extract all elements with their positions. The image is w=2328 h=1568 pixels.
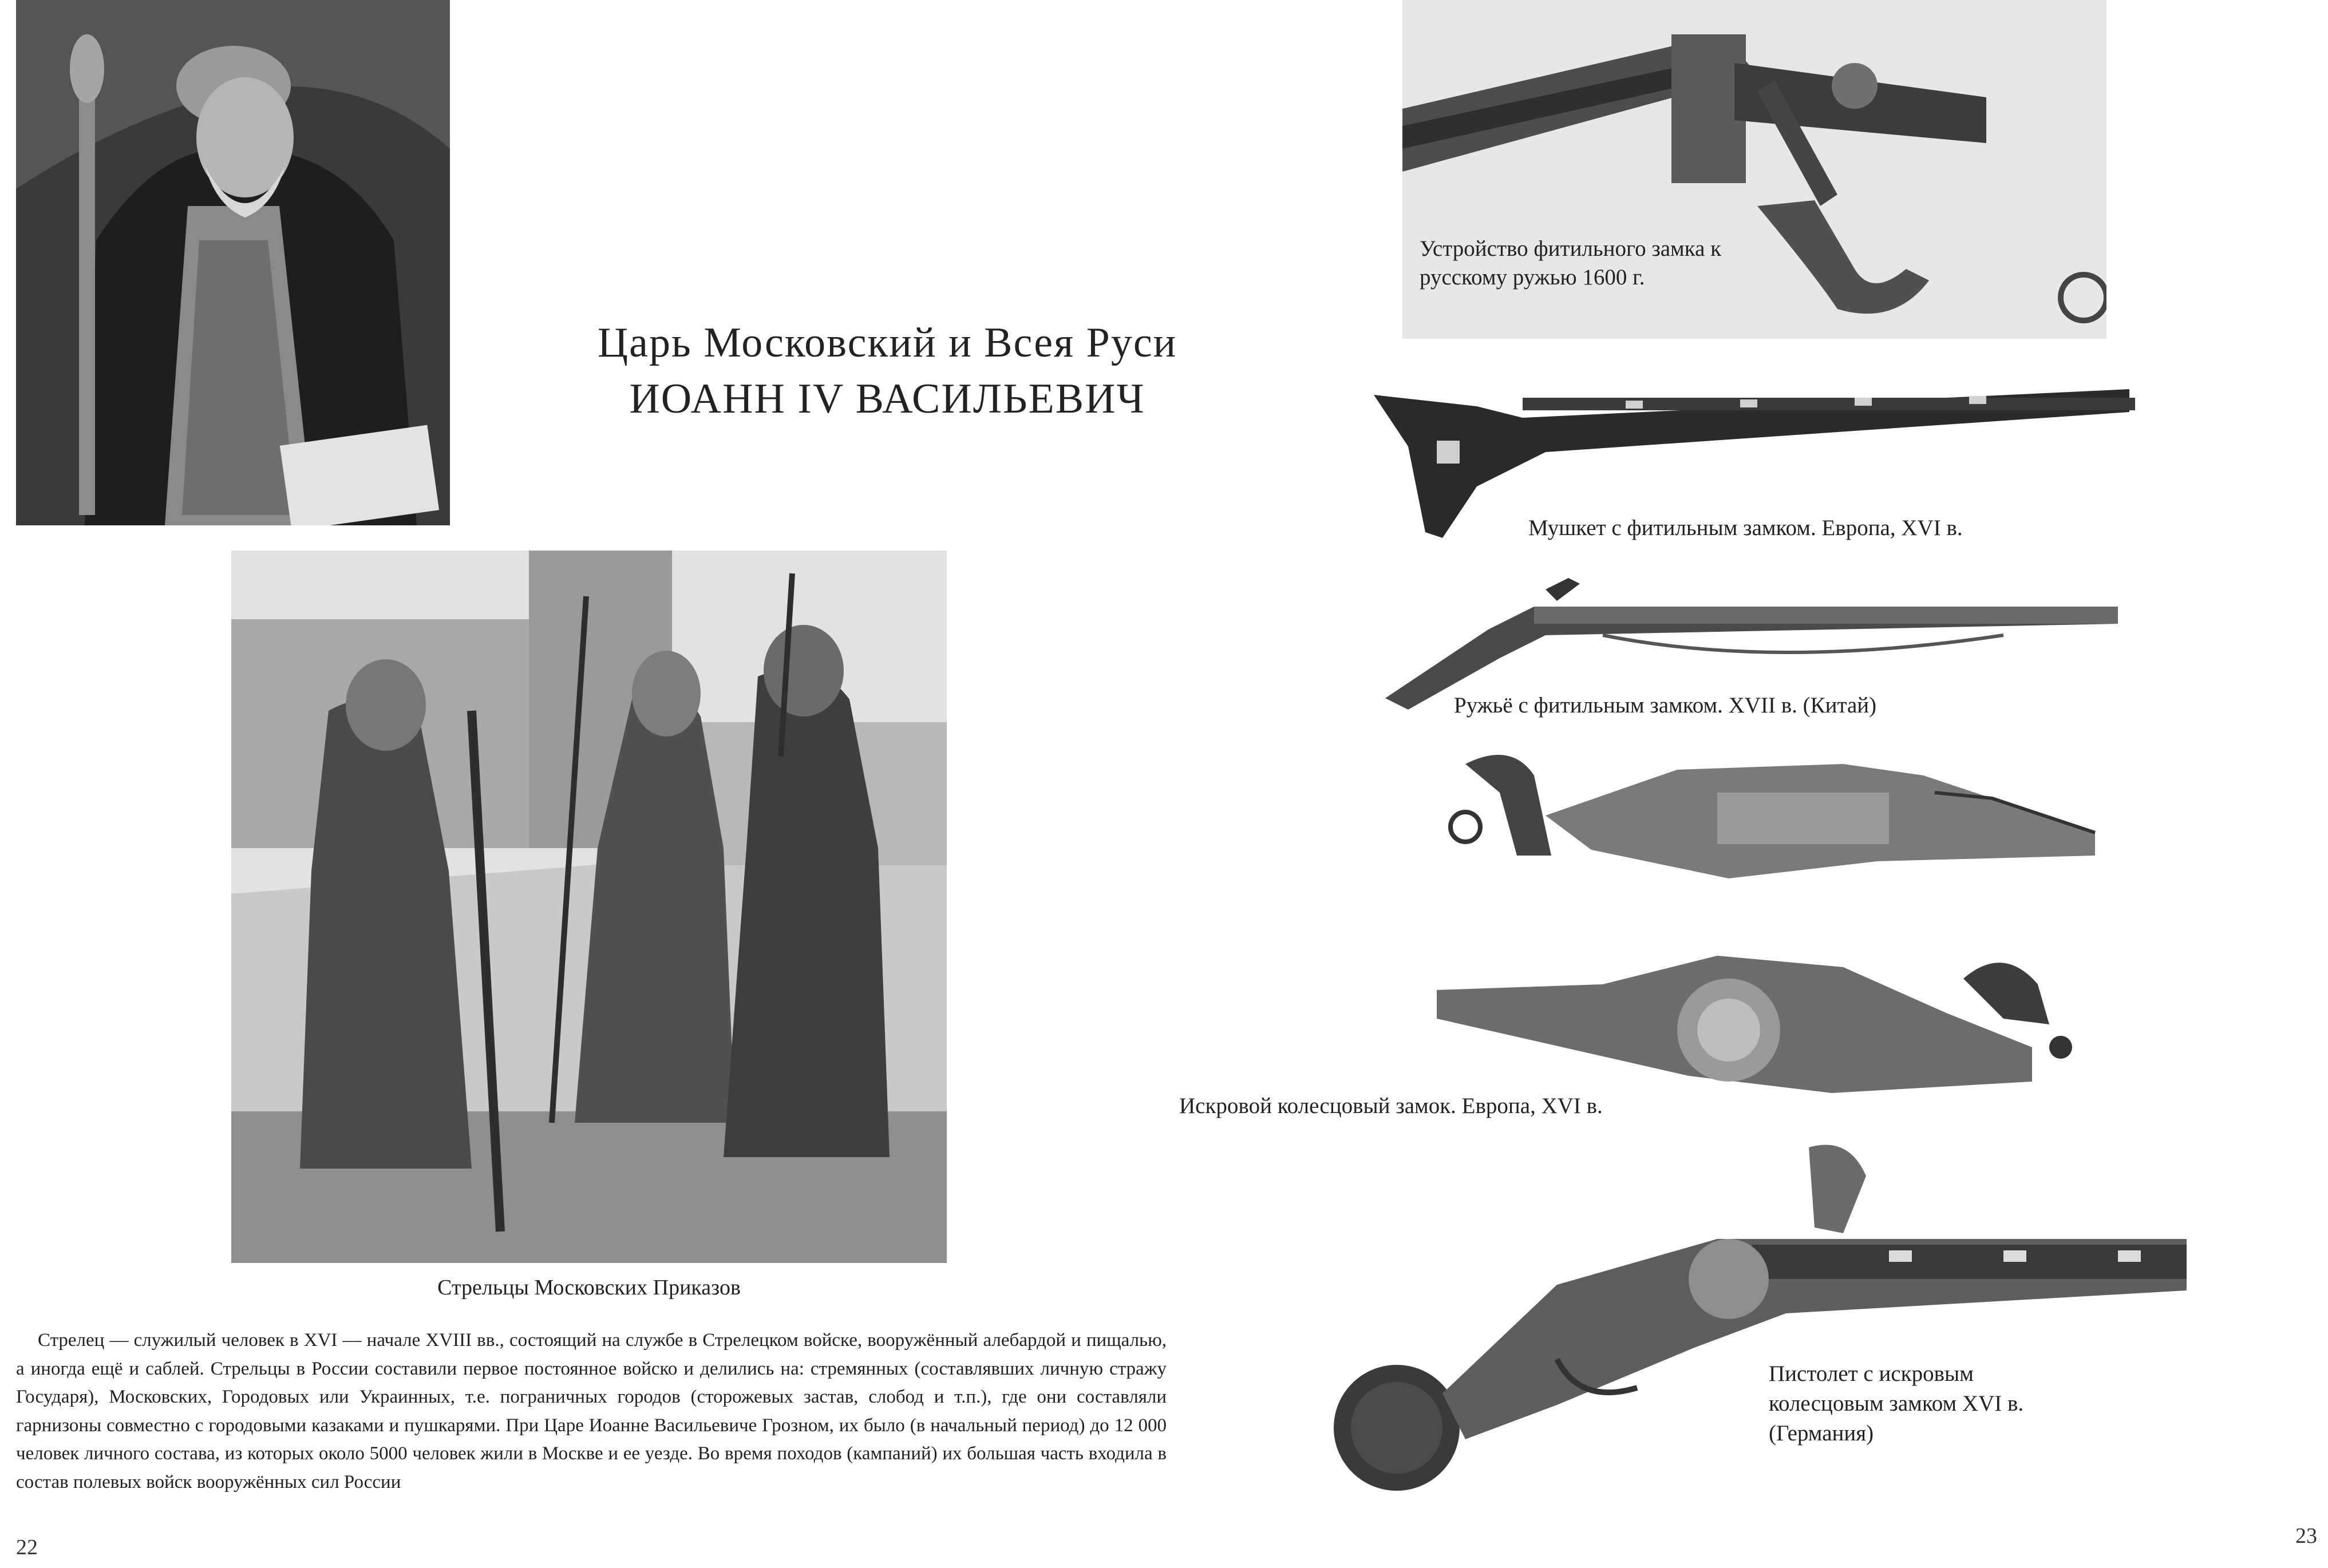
title-line-1: Царь Московский и Всея Руси bbox=[597, 319, 1177, 366]
page-title bbox=[469, 315, 1305, 427]
title-line-2: ИОАНН IV ВАСИЛЬЕВИЧ bbox=[629, 375, 1145, 422]
page-number-right: 23 bbox=[2295, 1524, 2317, 1548]
pistol-caption: Пистолет с искровым колесцовым замком XVI в. (Германия) bbox=[1769, 1361, 2024, 1446]
page-number-left: 22 bbox=[16, 1535, 38, 1559]
body-paragraph: Стрелец — служилый человек в XVI — начале XVIII вв., состоящий на службе в Стрелецком войске, вооружённый алебардой и пищалью, а иногда ещё и саблей. Стрельцы в России составили первое постоянное войско и делились на: стремянных (составлявших личную стражу Государя), Московских, Городовых или Украинных, т.е. пограничных городов (сторожевых застав, слобод и т.п.), где они составляли гарнизоны совместно с городовыми казаками и пушкарями. При Царе Иоанне Васильевиче Грозном, их было (в начальный период) до 12 000 человек личного состава, из которых около 5000 человек жили в Москве и ее уезде. Во время походов (кампаний) их большая часть входила в состав полевых войск вооружённых сил России bbox=[16, 1330, 1167, 1492]
wheel-lock-image-2 bbox=[1431, 933, 2089, 1116]
tsar-portrait-image bbox=[16, 0, 450, 525]
illustration-caption: Стрельцы Московских Приказов bbox=[437, 1276, 741, 1300]
wheel-lock-image-1 bbox=[1420, 741, 2118, 890]
musket-caption: Мушкет с фитильным замком. Европа, XVI в. bbox=[1528, 516, 1963, 540]
wheel-lock-caption: Искровой колесцовый замок. Европа, XVI в. bbox=[1179, 1094, 1603, 1118]
chinese-gun-image bbox=[1374, 572, 2118, 710]
lock-caption: Устройство фитильного замка к русскому ружью 1600 г. bbox=[1420, 236, 1722, 290]
chinese-gun-caption: Ружьё с фитильным замком. XVII в. (Китай) bbox=[1454, 693, 1877, 718]
streltsy-illustration bbox=[231, 551, 947, 1263]
